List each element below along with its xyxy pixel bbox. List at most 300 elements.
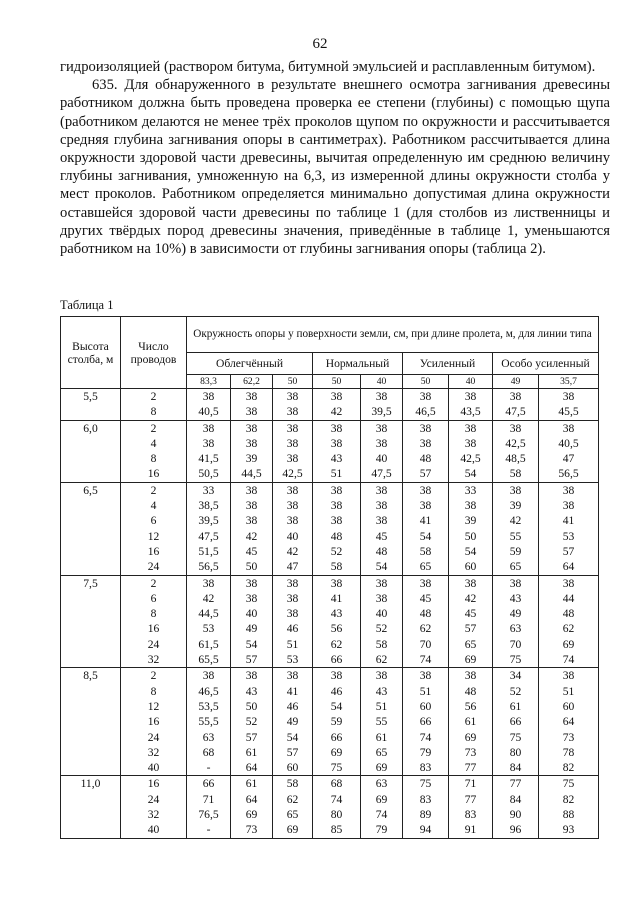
table-value: 38 bbox=[286, 591, 299, 605]
table-value: 48,5 bbox=[505, 452, 526, 466]
table-value: 69 bbox=[330, 745, 343, 759]
table-value: - bbox=[206, 761, 211, 775]
type-extra-reinforced: Особо усиленный bbox=[493, 353, 599, 375]
table-value: 62 bbox=[286, 792, 299, 806]
table-value: 40,5 bbox=[558, 436, 579, 450]
table-value: 43,5 bbox=[460, 405, 481, 419]
table-group-row bbox=[61, 420, 599, 482]
table-value: 38 bbox=[464, 669, 477, 683]
table-value: 38 bbox=[286, 576, 299, 590]
table-value: 42 bbox=[509, 514, 522, 528]
circumference-column-cell bbox=[539, 668, 599, 776]
table-value: 38 bbox=[562, 669, 575, 683]
circumference-column-cell bbox=[449, 776, 493, 838]
table-value: 71 bbox=[202, 792, 215, 806]
table-value: 80 bbox=[509, 745, 522, 759]
table-value: 38 bbox=[419, 421, 432, 435]
table-value: 52 bbox=[245, 715, 258, 729]
table-value: 61 bbox=[509, 699, 522, 713]
table-value: 42 bbox=[286, 544, 299, 558]
table-value: 43 bbox=[245, 684, 258, 698]
table-value: 78 bbox=[562, 745, 575, 759]
circumference-column-cell bbox=[403, 776, 449, 838]
table-value: 96 bbox=[509, 823, 522, 837]
table-value: 42 bbox=[464, 591, 477, 605]
table-value: 42,5 bbox=[282, 467, 303, 481]
table-value: 32 bbox=[147, 653, 160, 667]
table-value: 56,5 bbox=[558, 467, 579, 481]
table-value: 38 bbox=[562, 483, 575, 497]
table-value: 74 bbox=[562, 653, 575, 667]
table-value: 38 bbox=[245, 483, 258, 497]
table-value: 51,5 bbox=[198, 544, 219, 558]
circumference-column-cell bbox=[361, 776, 403, 838]
table-value: 71 bbox=[464, 777, 477, 791]
circumference-column-cell bbox=[273, 776, 313, 838]
table-value: 83 bbox=[464, 808, 477, 822]
span-header: 83,3 bbox=[187, 375, 231, 389]
table-value: 60 bbox=[419, 699, 432, 713]
table-value: 59 bbox=[330, 715, 343, 729]
circumference-column-cell bbox=[449, 575, 493, 668]
table-value: 47,5 bbox=[371, 467, 392, 481]
table-value: 48 bbox=[330, 529, 343, 543]
table-value: 82 bbox=[562, 761, 575, 775]
table-value: 61,5 bbox=[198, 637, 219, 651]
table-value: 38 bbox=[202, 576, 215, 590]
table-value: 8 bbox=[150, 452, 157, 466]
table-value: 2 bbox=[150, 669, 157, 683]
table-value: 48 bbox=[464, 684, 477, 698]
table-value: 38 bbox=[245, 436, 258, 450]
table-value: 70 bbox=[509, 637, 522, 651]
span-header: 62,2 bbox=[231, 375, 273, 389]
table-value: 61 bbox=[375, 730, 388, 744]
table-value: 38 bbox=[375, 421, 388, 435]
circumference-column-cell bbox=[539, 575, 599, 668]
table-value: 38 bbox=[330, 669, 343, 683]
circumference-column-cell bbox=[403, 389, 449, 421]
table-value: 38 bbox=[245, 390, 258, 403]
table-value: 62 bbox=[419, 622, 432, 636]
table-value: 38 bbox=[375, 669, 388, 683]
table-value: 79 bbox=[375, 823, 388, 837]
table-value: 46 bbox=[286, 622, 299, 636]
wires-column-cell bbox=[121, 389, 187, 421]
table-value: 38 bbox=[330, 576, 343, 590]
circumference-column-cell bbox=[449, 668, 493, 776]
wires-column-cell bbox=[121, 668, 187, 776]
table-value: 38 bbox=[202, 390, 215, 403]
table-value: 56 bbox=[464, 699, 477, 713]
circumference-column-cell bbox=[493, 482, 539, 575]
table-value: 38,5 bbox=[198, 499, 219, 513]
table-value: 47 bbox=[562, 452, 575, 466]
table-value: 38 bbox=[419, 390, 432, 403]
table-value: 38 bbox=[330, 421, 343, 435]
height-cell: 7,5 bbox=[61, 575, 121, 668]
table-value: 84 bbox=[509, 792, 522, 806]
table-value: 38 bbox=[419, 669, 432, 683]
table-value: 68 bbox=[202, 745, 215, 759]
circumference-column-cell bbox=[313, 389, 361, 421]
table-value: 53 bbox=[562, 529, 575, 543]
table-value: 38 bbox=[245, 591, 258, 605]
span-header: 49 bbox=[493, 375, 539, 389]
table-value: 38 bbox=[286, 483, 299, 497]
table-value: 46,5 bbox=[198, 684, 219, 698]
table-value: 60 bbox=[562, 699, 575, 713]
height-cell: 6,5 bbox=[61, 482, 121, 575]
circumference-column-cell bbox=[493, 575, 539, 668]
table-value: 33 bbox=[464, 483, 477, 497]
header-wires: Число проводов bbox=[121, 317, 187, 389]
table-value: 38 bbox=[330, 390, 343, 403]
table-value: 38 bbox=[202, 421, 215, 435]
table-value: 43 bbox=[509, 591, 522, 605]
table-value: 45 bbox=[245, 544, 258, 558]
table-value: 38 bbox=[330, 436, 343, 450]
circumference-column-cell bbox=[361, 389, 403, 421]
table-value: 8 bbox=[150, 684, 157, 698]
table-value: 8 bbox=[150, 607, 157, 621]
circumference-column-cell bbox=[273, 482, 313, 575]
table-value: 43 bbox=[330, 607, 343, 621]
table-value: 51 bbox=[286, 637, 299, 651]
circumference-column-cell bbox=[493, 389, 539, 421]
table-group-row bbox=[61, 389, 599, 421]
table-value: 84 bbox=[509, 761, 522, 775]
table-value: 51 bbox=[375, 699, 388, 713]
table-value: 75 bbox=[509, 730, 522, 744]
table-value: 73 bbox=[464, 745, 477, 759]
table-value: 55 bbox=[375, 715, 388, 729]
table-value: 62 bbox=[330, 637, 343, 651]
table-value: 38 bbox=[419, 483, 432, 497]
table-value: 69 bbox=[375, 761, 388, 775]
table-value: 57 bbox=[286, 745, 299, 759]
wires-column-cell bbox=[121, 776, 187, 838]
table-value: 57 bbox=[562, 544, 575, 558]
table-value: 52 bbox=[509, 684, 522, 698]
table-value: 38 bbox=[245, 405, 258, 419]
table-value: 62 bbox=[562, 622, 575, 636]
circumference-column-cell bbox=[361, 668, 403, 776]
table-value: 49 bbox=[286, 715, 299, 729]
table-value: 58 bbox=[330, 560, 343, 574]
table-value: 12 bbox=[147, 699, 160, 713]
table-value: 54 bbox=[464, 467, 477, 481]
span-header: 40 bbox=[449, 375, 493, 389]
table-value: 77 bbox=[464, 792, 477, 806]
table-value: 16 bbox=[147, 467, 160, 481]
table-value: 65 bbox=[286, 808, 299, 822]
table-value: 6 bbox=[150, 591, 157, 605]
table-value: 40,5 bbox=[198, 405, 219, 419]
circumference-column-cell bbox=[273, 668, 313, 776]
table-value: 50,5 bbox=[198, 467, 219, 481]
table-value: 38 bbox=[330, 499, 343, 513]
table-value: 57 bbox=[245, 653, 258, 667]
circumference-column-cell bbox=[449, 420, 493, 482]
table-value: 12 bbox=[147, 529, 160, 543]
table-value: 40 bbox=[375, 607, 388, 621]
table-value: 52 bbox=[375, 622, 388, 636]
table-value: 33 bbox=[202, 483, 215, 497]
table-value: 41,5 bbox=[198, 452, 219, 466]
table-value: 38 bbox=[464, 436, 477, 450]
table-value: 49 bbox=[245, 622, 258, 636]
table-value: 58 bbox=[419, 544, 432, 558]
table-value: 69 bbox=[464, 653, 477, 667]
table-value: 54 bbox=[464, 544, 477, 558]
circumference-column-cell bbox=[187, 389, 231, 421]
table-value: 38 bbox=[245, 499, 258, 513]
table-value: 59 bbox=[509, 544, 522, 558]
table-value: 69 bbox=[286, 823, 299, 837]
table-1 bbox=[60, 316, 599, 839]
circumference-column-cell bbox=[187, 776, 231, 838]
wires-column-cell bbox=[121, 575, 187, 668]
circumference-column-cell bbox=[403, 420, 449, 482]
table-group-row bbox=[61, 482, 599, 575]
table-value: 75 bbox=[562, 777, 575, 791]
table-value: 75 bbox=[509, 653, 522, 667]
circumference-column-cell bbox=[313, 776, 361, 838]
table-value: 38 bbox=[286, 390, 299, 403]
table-value: 40 bbox=[286, 529, 299, 543]
table-value: 48 bbox=[562, 607, 575, 621]
table-value: 50 bbox=[245, 699, 258, 713]
table-value: 38 bbox=[509, 483, 522, 497]
table-value: 66 bbox=[330, 730, 343, 744]
table-group-row bbox=[61, 776, 599, 838]
circumference-column-cell bbox=[403, 575, 449, 668]
table-value: 93 bbox=[562, 823, 575, 837]
table-value: 74 bbox=[375, 808, 388, 822]
table-value: 47,5 bbox=[198, 529, 219, 543]
table-value: 73 bbox=[245, 823, 258, 837]
table-value: 91 bbox=[464, 823, 477, 837]
wires-column-cell bbox=[121, 482, 187, 575]
table-value: 42,5 bbox=[505, 436, 526, 450]
table-value: 80 bbox=[330, 808, 343, 822]
table-value: 38 bbox=[375, 591, 388, 605]
table-value: 53,5 bbox=[198, 699, 219, 713]
table-value: 66 bbox=[202, 777, 215, 791]
table-value: 32 bbox=[147, 745, 160, 759]
table-value: 44 bbox=[562, 591, 575, 605]
table-value: 55 bbox=[509, 529, 522, 543]
table-value: 38 bbox=[286, 514, 299, 528]
height-cell: 8,5 bbox=[61, 668, 121, 776]
table-value: - bbox=[206, 823, 211, 837]
table-value: 74 bbox=[330, 792, 343, 806]
table-value: 70 bbox=[419, 637, 432, 651]
table-value: 64 bbox=[245, 761, 258, 775]
table-value: 2 bbox=[150, 390, 157, 403]
table-value: 41 bbox=[330, 591, 343, 605]
table-value: 58 bbox=[375, 637, 388, 651]
table-caption: Таблица 1 bbox=[60, 298, 114, 312]
circumference-column-cell bbox=[449, 389, 493, 421]
table-value: 50 bbox=[245, 560, 258, 574]
table-value: 49 bbox=[509, 607, 522, 621]
table-value: 51 bbox=[330, 467, 343, 481]
table-value: 4 bbox=[150, 436, 157, 450]
table-value: 65 bbox=[419, 560, 432, 574]
table-value: 65 bbox=[509, 560, 522, 574]
wires-column-cell bbox=[121, 420, 187, 482]
circumference-column-cell bbox=[231, 482, 273, 575]
table-value: 75 bbox=[330, 761, 343, 775]
circumference-column-cell bbox=[313, 575, 361, 668]
table-group-row bbox=[61, 575, 599, 668]
table-value: 63 bbox=[202, 730, 215, 744]
table-value: 2 bbox=[150, 576, 157, 590]
circumference-column-cell bbox=[231, 668, 273, 776]
span-header: 40 bbox=[361, 375, 403, 389]
height-cell: 5,5 bbox=[61, 389, 121, 421]
type-normal: Нормальный bbox=[313, 353, 403, 375]
table-value: 40 bbox=[147, 761, 160, 775]
table-value: 38 bbox=[202, 436, 215, 450]
table-value: 6 bbox=[150, 514, 157, 528]
table-value: 46 bbox=[286, 699, 299, 713]
table-value: 50 bbox=[464, 529, 477, 543]
table-value: 61 bbox=[464, 715, 477, 729]
table-value: 61 bbox=[245, 745, 258, 759]
height-cell: 6,0 bbox=[61, 420, 121, 482]
table-value: 40 bbox=[245, 607, 258, 621]
table-value: 44,5 bbox=[241, 467, 262, 481]
table-value: 64 bbox=[562, 715, 575, 729]
table-value: 54 bbox=[419, 529, 432, 543]
table-value: 38 bbox=[562, 576, 575, 590]
table-value: 65 bbox=[375, 745, 388, 759]
table-group-row bbox=[61, 668, 599, 776]
table-value: 38 bbox=[286, 669, 299, 683]
table-value: 38 bbox=[419, 499, 432, 513]
table-value: 63 bbox=[509, 622, 522, 636]
circumference-column-cell bbox=[231, 575, 273, 668]
table-value: 38 bbox=[509, 576, 522, 590]
height-cell: 11,0 bbox=[61, 776, 121, 838]
table-value: 24 bbox=[147, 792, 160, 806]
table-value: 38 bbox=[419, 576, 432, 590]
circumference-column-cell bbox=[361, 482, 403, 575]
paragraph-635: 635. Для обнаруженного в результате внешнего осмотра загнивания древесины работником должна быть проведена проверка ее степени (глубины) с помощью щупа (работником делаются не менее трёх проколов щупом по окружности и рассчитывается средняя глубина загнивания опоры в сантиметрах). Работником рассчитывается длина окружности здоровой части древесины, вычитая определенную им среднюю величину глубины загнивания, умноженную на 6,3, из измеренной длины окружности столба у мест проколов. Работником определяется минимально допустимая длина окружности оставшейся здоровой части древесины по таблице 1 (для столбов из лиственницы и других твёрдых пород древесины значения, приведённые в таблице 1, уменьшаются работником на 10%) в зависимости от глубины загнивания опоры (таблица 2). bbox=[60, 77, 610, 258]
table-value: 38 bbox=[375, 390, 388, 403]
table-value: 38 bbox=[286, 499, 299, 513]
table-value: 38 bbox=[464, 421, 477, 435]
table-value: 39 bbox=[509, 499, 522, 513]
table-value: 46 bbox=[330, 684, 343, 698]
table-value: 39 bbox=[245, 452, 258, 466]
table-value: 54 bbox=[286, 730, 299, 744]
table-value: 39,5 bbox=[198, 514, 219, 528]
table-value: 68 bbox=[330, 777, 343, 791]
table-value: 66 bbox=[330, 653, 343, 667]
table-value: 38 bbox=[245, 576, 258, 590]
table-value: 38 bbox=[375, 576, 388, 590]
table-value: 41 bbox=[419, 514, 432, 528]
table-value: 51 bbox=[562, 684, 575, 698]
table-value: 38 bbox=[330, 514, 343, 528]
table-value: 38 bbox=[286, 421, 299, 435]
table-value: 69 bbox=[464, 730, 477, 744]
table-value: 38 bbox=[375, 436, 388, 450]
table-value: 38 bbox=[464, 390, 477, 403]
table-value: 57 bbox=[419, 467, 432, 481]
table-value: 32 bbox=[147, 808, 160, 822]
table-value: 38 bbox=[464, 499, 477, 513]
header-circumference: Окружность опоры у поверхности земли, см, при длине пролета, м, для линии типа bbox=[187, 317, 599, 353]
table-value: 74 bbox=[419, 653, 432, 667]
table-value: 52 bbox=[330, 544, 343, 558]
table-value: 90 bbox=[509, 808, 522, 822]
table-value: 48 bbox=[419, 607, 432, 621]
table-value: 42 bbox=[330, 405, 343, 419]
table-value: 83 bbox=[419, 761, 432, 775]
table-value: 69 bbox=[375, 792, 388, 806]
table-value: 38 bbox=[562, 421, 575, 435]
table-value: 66 bbox=[509, 715, 522, 729]
table-value: 45 bbox=[464, 607, 477, 621]
table-value: 61 bbox=[245, 777, 258, 791]
table-value: 38 bbox=[286, 452, 299, 466]
table-value: 56 bbox=[330, 622, 343, 636]
type-light: Облегчённый bbox=[187, 353, 313, 375]
table-value: 8 bbox=[150, 405, 157, 419]
circumference-column-cell bbox=[449, 482, 493, 575]
table-value: 34 bbox=[509, 669, 522, 683]
table-value: 38 bbox=[419, 436, 432, 450]
table-value: 42 bbox=[245, 529, 258, 543]
circumference-column-cell bbox=[313, 668, 361, 776]
table-value: 24 bbox=[147, 560, 160, 574]
span-header: 50 bbox=[313, 375, 361, 389]
table-value: 39 bbox=[464, 514, 477, 528]
table-value: 38 bbox=[464, 576, 477, 590]
table-value: 43 bbox=[375, 684, 388, 698]
table-value: 39,5 bbox=[371, 405, 392, 419]
table-value: 38 bbox=[509, 421, 522, 435]
header-height: Высота столба, м bbox=[61, 317, 121, 389]
circumference-column-cell bbox=[187, 575, 231, 668]
circumference-column-cell bbox=[539, 482, 599, 575]
table-value: 73 bbox=[562, 730, 575, 744]
circumference-column-cell bbox=[313, 420, 361, 482]
table-value: 57 bbox=[245, 730, 258, 744]
circumference-column-cell bbox=[231, 420, 273, 482]
table-value: 77 bbox=[509, 777, 522, 791]
table-value: 85 bbox=[330, 823, 343, 837]
table-value: 60 bbox=[286, 761, 299, 775]
table-value: 38 bbox=[286, 405, 299, 419]
table-value: 65 bbox=[464, 637, 477, 651]
table-value: 89 bbox=[419, 808, 432, 822]
table-value: 47 bbox=[286, 560, 299, 574]
circumference-column-cell bbox=[187, 482, 231, 575]
table-value: 16 bbox=[147, 622, 160, 636]
circumference-column-cell bbox=[403, 668, 449, 776]
circumference-column-cell bbox=[539, 420, 599, 482]
table-value: 42,5 bbox=[460, 452, 481, 466]
page-number: 62 bbox=[312, 36, 328, 52]
table-value: 79 bbox=[419, 745, 432, 759]
table-value: 74 bbox=[419, 730, 432, 744]
